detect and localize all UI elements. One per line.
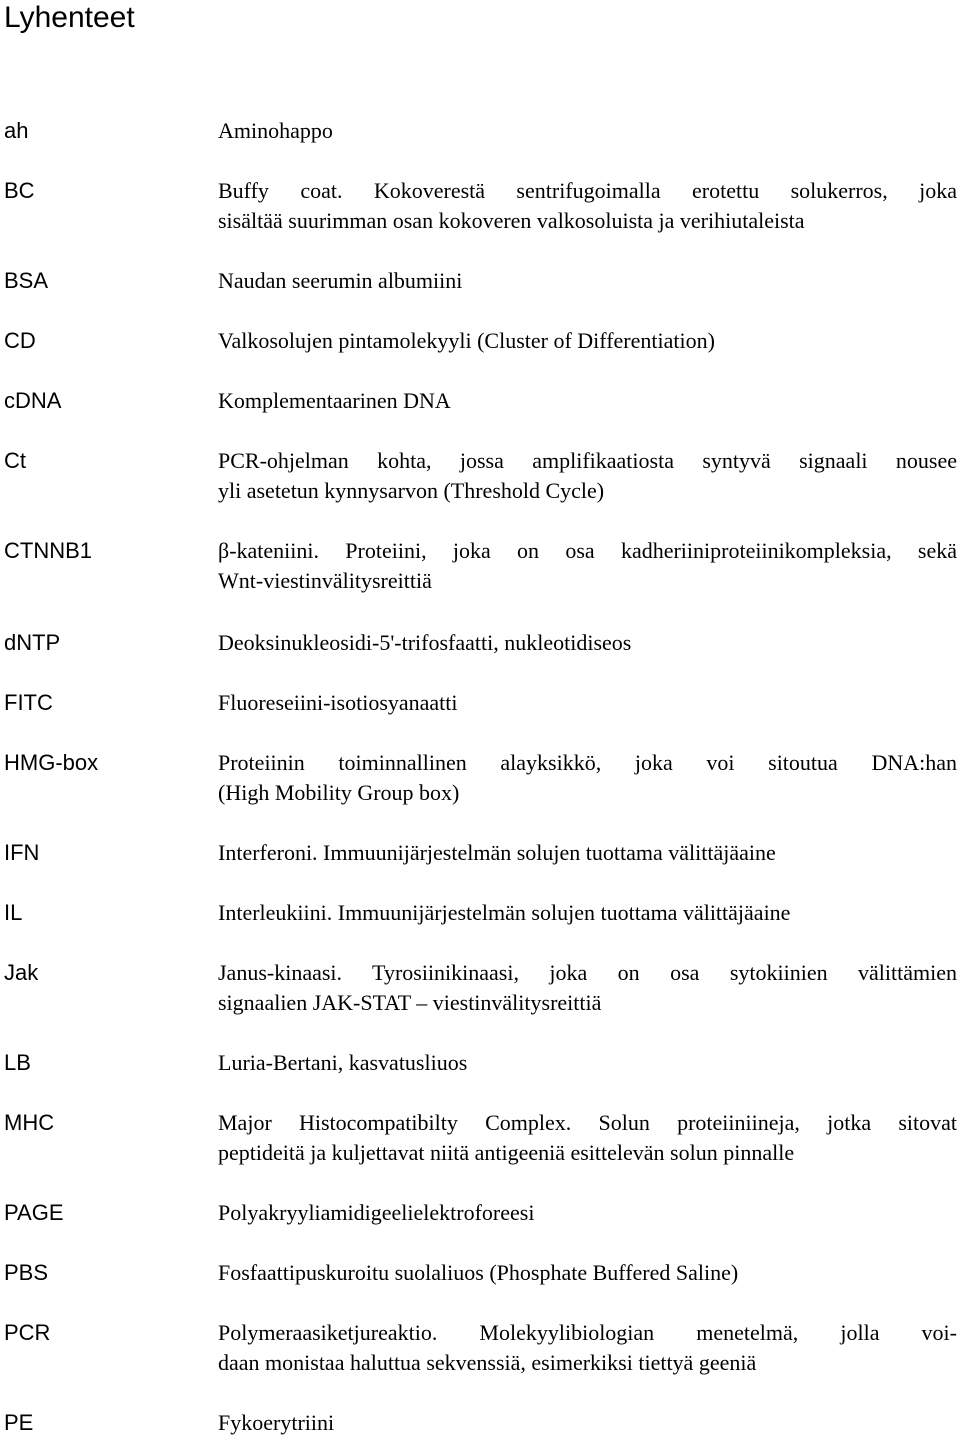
definition-line: Aminohappo bbox=[218, 118, 333, 143]
abbreviation: BSA bbox=[4, 268, 49, 293]
page-title: Lyhenteet bbox=[4, 1, 135, 34]
definition bbox=[218, 176, 957, 236]
abbreviation: PAGE bbox=[4, 1200, 64, 1225]
definition-line: yli asetetun kynnysarvon (Threshold Cycle) bbox=[218, 478, 605, 503]
abbreviation: FITC bbox=[4, 690, 53, 715]
definition bbox=[218, 326, 957, 356]
definition bbox=[218, 628, 957, 658]
abbreviation: LB bbox=[4, 1050, 31, 1075]
definition-line: Naudan seerumin albumiini bbox=[218, 268, 463, 293]
definition-line: Fykoerytriini bbox=[218, 1410, 335, 1435]
definition-line: Interleukiini. Immuunijärjestelmän solujen tuottama välittäjäaine bbox=[218, 900, 791, 925]
abbreviation: IFN bbox=[4, 840, 40, 865]
definition-line: Buffy coat. Kokoverestä sentrifugoimalla erotettu solukerros, joka bbox=[218, 178, 957, 203]
definition bbox=[218, 1198, 957, 1228]
definition-line: Proteiinin toiminnallinen alayksikkö, joka voi sitoutua DNA:han bbox=[218, 750, 957, 775]
abbreviation: Ct bbox=[4, 448, 26, 473]
definition-line: Wnt-viestinvälitysreittiä bbox=[218, 568, 432, 593]
definition bbox=[218, 1408, 957, 1438]
definition bbox=[218, 898, 957, 928]
abbreviation: dNTP bbox=[4, 630, 61, 655]
definition-line: Komplementaarinen DNA bbox=[218, 388, 451, 413]
abbreviation: PBS bbox=[4, 1260, 49, 1285]
definition bbox=[218, 688, 957, 718]
definition-line: Luria-Bertani, kasvatusliuos bbox=[218, 1050, 468, 1075]
definition-line: daan monistaa haluttua sekvenssiä, esimerkiksi tiettyä geeniä bbox=[218, 1350, 757, 1375]
definition-line: peptideitä ja kuljettavat niitä antigeeniä esittelevän solun pinnalle bbox=[218, 1140, 795, 1165]
definition bbox=[218, 748, 957, 808]
definition bbox=[218, 1048, 957, 1078]
definition bbox=[218, 386, 957, 416]
definition-line: Interferoni. Immuunijärjestelmän solujen tuottama välittäjäaine bbox=[218, 840, 776, 865]
abbreviation: CTNNB1 bbox=[4, 538, 93, 563]
definition-line: sisältää suurimman osan kokoveren valkosoluista ja verihiutaleista bbox=[218, 208, 805, 233]
definition bbox=[218, 116, 957, 146]
abbreviation: MHC bbox=[4, 1110, 55, 1135]
definition bbox=[218, 1318, 957, 1378]
definition bbox=[218, 958, 957, 1018]
definition-line: β-kateniini. Proteiini, joka on osa kadheriiniproteiinikompleksia, sekä bbox=[218, 538, 957, 563]
definition-line: Valkosolujen pintamolekyyli (Cluster of Differentiation) bbox=[218, 328, 715, 353]
definition-line: Major Histocompatibilty Complex. Solun proteiiniineja, jotka sitovat bbox=[218, 1110, 957, 1135]
definition bbox=[218, 446, 957, 506]
definition-line: Deoksinukleosidi-5'-trifosfaatti, nukleotidiseos bbox=[218, 630, 632, 655]
definition-line: Polyakryyliamidigeelielektroforeesi bbox=[218, 1200, 535, 1225]
definition bbox=[218, 1258, 957, 1288]
abbreviation: IL bbox=[4, 900, 23, 925]
abbreviation: cDNA bbox=[4, 388, 62, 413]
abbreviation: PCR bbox=[4, 1320, 51, 1345]
definition-line: signaalien JAK-STAT – viestinvälitysreittiä bbox=[218, 990, 602, 1015]
definition-line: Fluoreseiini-isotiosyanaatti bbox=[218, 690, 458, 715]
definition-line: (High Mobility Group box) bbox=[218, 780, 460, 805]
abbreviation: PE bbox=[4, 1410, 34, 1435]
definition bbox=[218, 536, 957, 596]
definition bbox=[218, 266, 957, 296]
definition-line: PCR-ohjelman kohta, jossa amplifikaatiosta syntyvä signaali nousee bbox=[218, 448, 957, 473]
definition-line: Fosfaattipuskuroitu suolaliuos (Phosphate Buffered Saline) bbox=[218, 1260, 739, 1285]
abbreviation: ah bbox=[4, 118, 29, 143]
abbreviation: BC bbox=[4, 178, 35, 203]
abbreviation: CD bbox=[4, 328, 36, 353]
abbreviation: Jak bbox=[4, 960, 39, 985]
definition-line: Polymeraasiketjureaktio. Molekyylibiologian menetelmä, jolla voi- bbox=[218, 1320, 957, 1345]
abbreviation: HMG-box bbox=[4, 750, 99, 775]
definition bbox=[218, 838, 957, 868]
definition bbox=[218, 1108, 957, 1168]
definition-line: Janus-kinaasi. Tyrosiinikinaasi, joka on osa sytokiinien välittämien bbox=[218, 960, 957, 985]
